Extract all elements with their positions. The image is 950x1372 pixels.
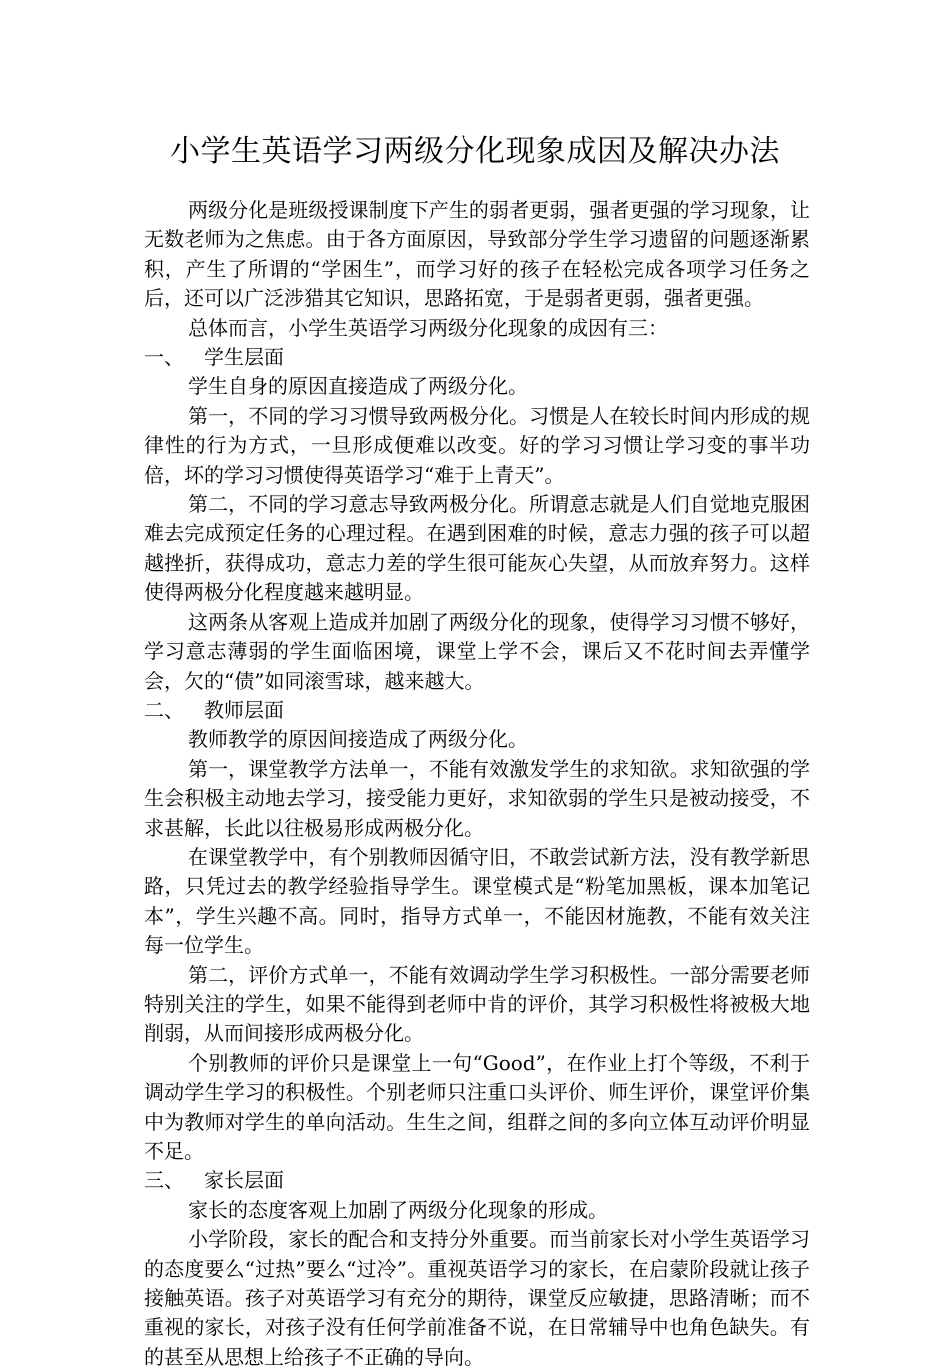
paragraph: 在课堂教学中，有个别教师因循守旧，不敢尝试新方法，没有教学新思路，只凭过去的教学经验指导学生。课堂模式是“粉笔加黑板，课本加笔记本”，学生兴趣不高。同时，指导方式单一，不能因材施教，不能有效关注每一位学生。 (144, 844, 810, 958)
document-title: 小学生英语学习两级分化现象成因及解决办法 (170, 134, 780, 169)
paragraph: 学生自身的原因直接造成了两级分化。 (188, 374, 528, 399)
section-heading-text: 教师层面 (204, 697, 284, 722)
paragraph: 这两条从客观上造成并加剧了两级分化的现象，使得学习习惯不够好，学习意志薄弱的学生面临困境，课堂上学不会，课后又不花时间去弄懂学会，欠的“债”如同滚雪球，越来越大。 (144, 609, 810, 693)
section-number: 三、 (144, 1168, 184, 1193)
section-number: 一、 (144, 345, 184, 370)
paragraph: 第二，不同的学习意志导致两极分化。所谓意志就是人们自觉地克服困难去完成预定任务的心理过程。在遇到困难的时候，意志力强的孩子可以超越挫折，获得成功，意志力差的学生很可能灰心失望，从而放弃努力。这样使得两极分化程度越来越明显。 (144, 492, 810, 605)
paragraph: 两级分化是班级授课制度下产生的弱者更弱，强者更强的学习现象，让无数老师为之焦虑。由于各方面原因，导致部分学生学习遗留的问题逐渐累积，产生了所谓的“学困生”，而学习好的孩子在轻松完成各项学习任务之后，还可以广泛涉猎其它知识，思路拓宽，于是弱者更弱，强者更强。 (144, 198, 810, 311)
paragraph: 教师教学的原因间接造成了两级分化。 (188, 727, 528, 752)
paragraph: 小学阶段，家长的配合和支持分外重要。而当前家长对小学生英语学习的态度要么“过热”要么“过冷”。重视英语学习的家长，在启蒙阶段就让孩子接触英语。孩子对英语学习有充分的期待，课堂反应敏捷，思路清晰；而不重视的家长，对孩子没有任何学前准备不说，在日常辅导中也角色缺失。有的甚至从思想上给孩子不正确的导向。 (144, 1227, 810, 1369)
section-heading (144, 696, 810, 725)
paragraph: 第一，不同的学习习惯导致两极分化。习惯是人在较长时间内形成的规律性的行为方式，一旦形成便难以改变。好的学习习惯让学习变的事半功倍，坏的学习习惯使得英语学习“难于上青天”。 (144, 403, 810, 487)
paragraph: 第一，课堂教学方法单一，不能有效激发学生的求知欲。求知欲强的学生会积极主动地去学习，接受能力更好，求知欲弱的学生只是被动接受，不求甚解，长此以往极易形成两极分化。 (144, 756, 810, 840)
paragraph: 个别教师的评价只是课堂上一句“Good”，在作业上打个等级，不利于调动学生学习的积极性。个别老师只注重口头评价、师生评价，课堂评价集中为教师对学生的单向活动。生生之间，组群之间的多向立体互动评价明显不足。 (144, 1050, 810, 1163)
document-body (144, 196, 810, 1372)
paragraph: 家长的态度客观上加剧了两级分化现象的形成。 (188, 1197, 608, 1222)
section-heading-text: 家长层面 (204, 1168, 284, 1193)
section-heading-text: 学生层面 (204, 345, 284, 370)
section-number: 二、 (144, 697, 184, 722)
paragraph: 第二，评价方式单一，不能有效调动学生学习积极性。一部分需要老师特别关注的学生，如果不能得到老师中肯的评价，其学习积极性将被极大地削弱，从而间接形成两极分化。 (144, 962, 810, 1046)
section-heading (144, 343, 810, 372)
paragraph: 总体而言，小学生英语学习两级分化现象的成因有三： (188, 315, 668, 340)
section-heading (144, 1166, 810, 1195)
